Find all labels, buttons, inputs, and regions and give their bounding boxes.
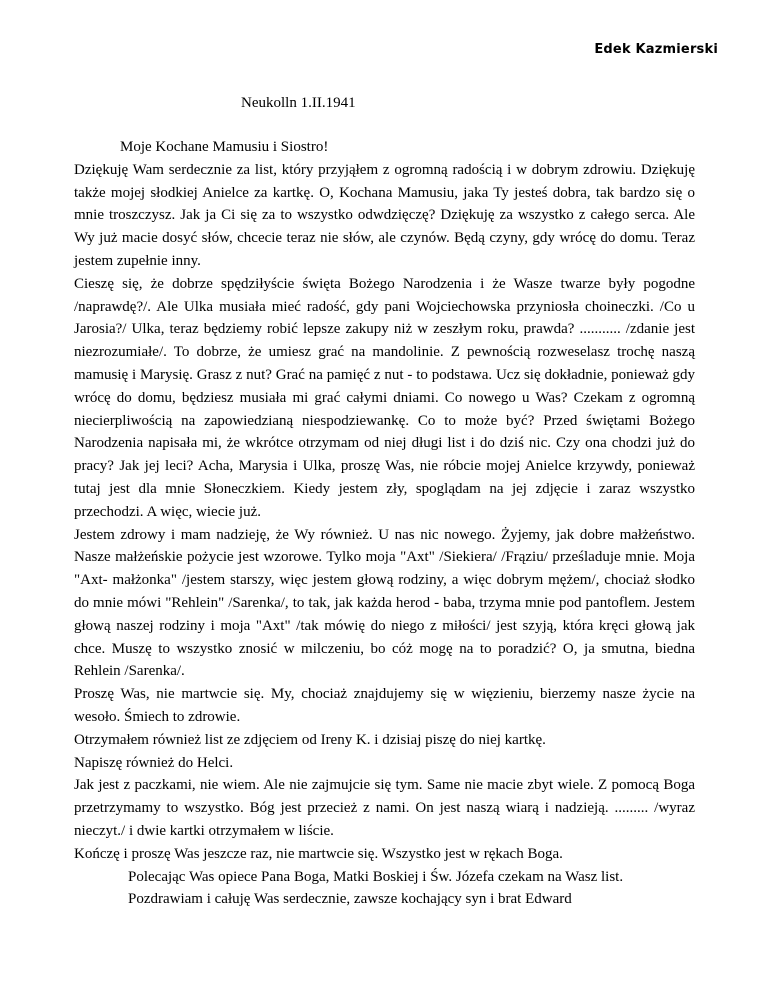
letter-signature: Pozdrawiam i całuję Was serdecznie, zawsze kochający syn i brat Edward [128,891,572,908]
letter-dateline: Neukolln 1.II.1941 [241,95,356,111]
letter-paragraph-5: Otrzymałem również list ze zdjęciem od Ireny K. i dzisiaj piszę do niej kartkę. [74,731,546,748]
letter-paragraph-8: Kończę i proszę Was jeszcze raz, nie martwcie się. Wszystko jest w rękach Boga. [74,845,563,862]
letter-paragraph-7: Jak jest z paczkami, nie wiem. Ale nie zajmujcie się tym. Same nie macie zbyt wiele. Z pomocą Boga przetrzymamy to wszystko. Bóg jest przecież z nami. On jest naszą wiarą i nadzieją. ......... /wyraz nieczyt./ i dwie kartki otrzymałem w liście. [74,777,695,839]
letter-paragraph-1: Dziękuję Wam serdecznie za list, który przyjąłem z ogromną radością i w dobrym zdrowiu. Dziękuję także mojej słodkiej Anielce za kartkę. O, Kochana Mamusiu, jaka Ty jesteś dobra, tak bardzo się o mnie troszczysz. Jak ja Ci się za to wszystko odwdzięczę? Dziękuję za wszystko z całego serca. Ale Wy już macie dosyć słów, chcecie teraz nie słów, ale czynów. Będą czyny, gdy wrócę do domu. Teraz jestem zupełnie inny. [74,161,695,269]
letter-paragraph-3: Jestem zdrowy i mam nadzieję, że Wy również. U nas nic nowego. Żyjemy, jak dobre małżeństwo. Nasze małżeńskie pożycie jest wzorowe. Tylko moja "Axt" /Siekiera/ /Frąziu/ prześladuje mnie. Moja "Axt- małżonka" /jestem starszy, więc jestem głową rodziny, a więc dobrym mężem/, chociaż słodko do mnie mówi "Rehlein" /Sarenka/, to tak, jak każda herod - baba, trzyma mnie pod pantoflem. Jestem głową naszej rodziny i moja "Axt" /tak mówię do niego z miłości/ jest szyją, która kręci głową jak chce. Muszę to wszystko znosić w milczeniu, bo cóż mogę na to poradzić? O, ja smutna, biedna Rehlein /Sarenka/. [74,526,695,680]
letter-body [74,136,695,911]
letter-paragraph-6: Napiszę również do Helci. [74,754,234,771]
letter-closing-blessing: Polecając Was opiece Pana Boga, Matki Boskiej i Św. Józefa czekam na Wasz list. [128,868,624,885]
letter-paragraph-2: Cieszę się, że dobrze spędziłyście święta Bożego Narodzenia i że Wasze twarze były pogodne /naprawdę?/. Ale Ulka musiała mieć radość, gdy pani Wojciechowska przyniosła choineczki. /Co u Jarosia?/ Ulka, teraz będziemy robić lepsze zakupy niż w zeszłym roku, prawda? ........... /zdanie jest niezrozumiałe/. To dobrze, że umiesz grać na mandolinie. Z pewnością rozweselasz trochę naszą mamusię i Marysię. Grasz z nut? Grać na pamięć z nut - to podstawa. Ucz się dokładnie, ponieważ gdy wrócę do domu, będziesz musiała mi grać całymi dniami. Co nowego u Was? Czekam z ogromną niecierpliwością na zapowiedzianą niespodziewankę. Co to może być? Przed świętami Bożego Narodzenia napisała mi, że wkrótce otrzymam od niej długi list i do dziś nic. Czy ona chodzi już do pracy? Jak jej leci? Acha, Marysia i Ulka, proszę Was, nie róbcie mojej Anielce krzywdy, ponieważ tutaj jest dla mnie Słoneczkiem. Kiedy jestem zły, spoglądam na jej zdjęcie i zaraz wszystko przechodzi. A więc, wiecie już. [74,275,695,520]
author-header: Edek Kazmierski [594,42,718,57]
letter-paragraph-4: Proszę Was, nie martwcie się. My, chociaż znajdujemy się w więzieniu, bierzemy nasze życie na wesoło. Śmiech to zdrowie. [74,686,695,725]
letter-salutation: Moje Kochane Mamusiu i Siostro! [120,139,329,155]
